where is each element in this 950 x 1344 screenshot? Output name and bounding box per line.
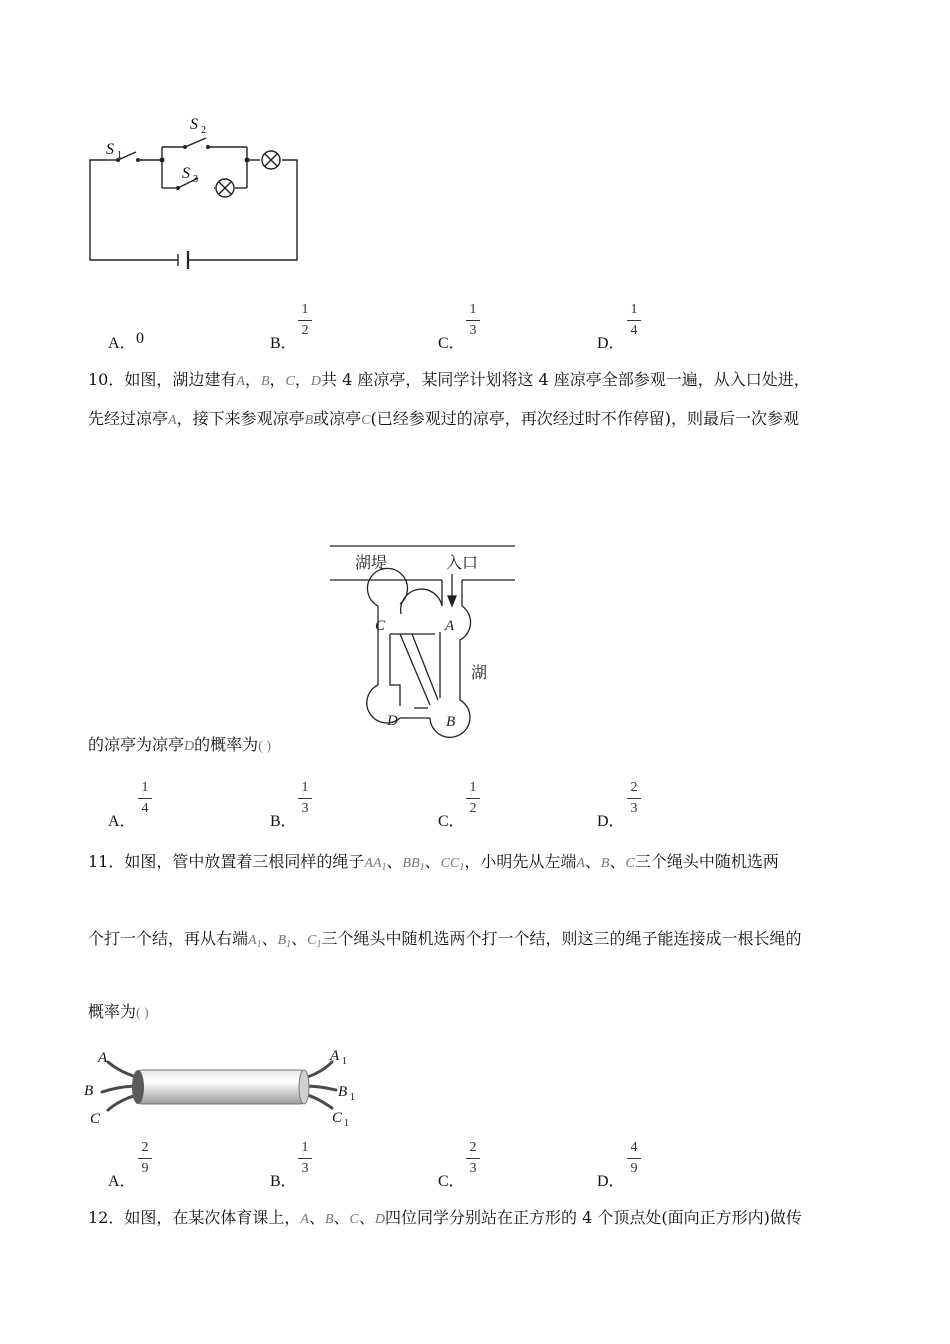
q9-option-b-label: B． bbox=[270, 335, 297, 352]
pavilion-d-label: D bbox=[387, 713, 398, 729]
q11-option-b-label: B． bbox=[270, 1173, 297, 1190]
fraction-numerator: 2 bbox=[141, 1140, 149, 1155]
var-text: B bbox=[277, 933, 287, 948]
q11-option-b-fraction bbox=[295, 1140, 315, 1177]
var-a: A bbox=[168, 413, 177, 428]
question-number: 11． bbox=[88, 852, 125, 871]
question-number: 12． bbox=[88, 1208, 125, 1227]
var-text: A bbox=[248, 933, 257, 948]
q11-option-a-label: A． bbox=[108, 1173, 136, 1190]
q11-option-a-fraction bbox=[135, 1140, 155, 1177]
fraction-denominator: 9 bbox=[141, 1161, 149, 1176]
entrance-label: 入口 bbox=[446, 555, 479, 572]
rope-end-c1-label: C bbox=[332, 1110, 343, 1126]
text: 三个绳头中随机选两个打一个结，则这三的绳子能连接成一根长绳的 bbox=[321, 929, 802, 948]
q10-option-a-fraction bbox=[135, 780, 155, 817]
sep: ， bbox=[294, 370, 311, 389]
var-d: D bbox=[374, 1212, 386, 1227]
fraction-denominator: 3 bbox=[469, 323, 477, 338]
fraction-denominator: 4 bbox=[141, 801, 149, 816]
q9-option-a-label: A． bbox=[108, 335, 136, 352]
text: 如图，湖边建有 bbox=[124, 370, 237, 389]
q9-option-b-fraction bbox=[295, 302, 315, 339]
sep: ， bbox=[269, 370, 286, 389]
fraction-numerator: 1 bbox=[469, 780, 477, 795]
sep: 、 bbox=[386, 852, 403, 871]
switch-s1-label: S bbox=[106, 141, 114, 158]
pavilion-c-label: C bbox=[375, 618, 386, 634]
answer-blank: ( ) bbox=[136, 1006, 149, 1021]
q11-option-c-fraction bbox=[463, 1140, 483, 1177]
text: 个打一个结，再从右端 bbox=[88, 929, 249, 948]
var-sub: 1 bbox=[459, 862, 465, 873]
rope-tube-diagram bbox=[80, 1048, 365, 1130]
var-bb1 bbox=[403, 856, 425, 871]
text: 或凉亭 bbox=[313, 409, 362, 428]
q9-option-a-value: 0 bbox=[136, 330, 144, 347]
switch-s3-sub: 3 bbox=[193, 174, 198, 185]
fraction-numerator: 2 bbox=[469, 1140, 477, 1155]
text: 如图，在某次体育课上， bbox=[124, 1208, 301, 1227]
fraction-denominator: 3 bbox=[301, 801, 309, 816]
sep: 、 bbox=[424, 852, 441, 871]
text: 概率为 bbox=[88, 1002, 137, 1021]
q10-line-2 bbox=[88, 406, 799, 429]
var-b: B bbox=[304, 413, 314, 428]
fraction-denominator: 3 bbox=[469, 1161, 477, 1176]
q9-option-c-label: C． bbox=[438, 335, 465, 352]
text: 四位同学分别站在正方形的 4 个顶点处(面向正方形内)做传 bbox=[385, 1208, 802, 1227]
var-c: C bbox=[625, 856, 635, 871]
fraction-numerator: 1 bbox=[301, 780, 309, 795]
q11-option-c-label: C． bbox=[438, 1173, 465, 1190]
fraction-numerator: 1 bbox=[301, 1140, 309, 1155]
q10-line-3 bbox=[88, 732, 271, 755]
q10-option-c-label: C． bbox=[438, 813, 465, 830]
switch-s3-label: S bbox=[182, 165, 190, 182]
var-a: A bbox=[576, 856, 585, 871]
q10-option-a-label: A． bbox=[108, 813, 136, 830]
var-text: AA bbox=[364, 856, 382, 871]
sep: ， bbox=[244, 370, 261, 389]
text: 的概率为 bbox=[194, 735, 259, 754]
sep: 、 bbox=[261, 929, 278, 948]
text: 如图，管中放置着三根同样的绳子 bbox=[124, 852, 365, 871]
text: 的凉亭为凉亭 bbox=[88, 735, 185, 754]
switch-s2-label: S bbox=[190, 116, 198, 133]
q11-line-2 bbox=[88, 926, 802, 950]
q10-option-d-fraction bbox=[624, 780, 644, 817]
var-b: B bbox=[324, 1212, 334, 1227]
sep: 、 bbox=[358, 1208, 375, 1227]
text: 三个绳头中随机选两 bbox=[634, 852, 779, 871]
q9-option-c-fraction bbox=[463, 302, 483, 339]
var-sub: 1 bbox=[381, 862, 387, 873]
text: 先经过凉亭 bbox=[88, 409, 169, 428]
rope-end-a1-sub: 1 bbox=[342, 1056, 347, 1067]
rope-end-c-label: C bbox=[90, 1111, 101, 1127]
q11-option-d-label: D． bbox=[597, 1173, 625, 1190]
rope-end-b1-label: B bbox=[338, 1084, 348, 1100]
var-sub: 1 bbox=[256, 939, 262, 950]
var-a: A bbox=[236, 374, 245, 389]
q10-option-b-label: B． bbox=[270, 813, 297, 830]
q11-option-d-fraction bbox=[624, 1140, 644, 1177]
var-b1 bbox=[278, 933, 292, 948]
fraction-denominator: 3 bbox=[630, 801, 638, 816]
var-text: C bbox=[307, 933, 317, 948]
fraction-denominator: 2 bbox=[469, 801, 477, 816]
answer-blank: ( ) bbox=[258, 739, 271, 754]
var-sub: 1 bbox=[316, 939, 322, 950]
sep: 、 bbox=[291, 929, 308, 948]
var-sub: 1 bbox=[419, 862, 425, 873]
var-c: C bbox=[361, 413, 371, 428]
q10-line-1 bbox=[88, 367, 810, 390]
var-b: B bbox=[600, 856, 610, 871]
var-text: CC bbox=[440, 856, 460, 871]
var-c: C bbox=[285, 374, 295, 389]
var-c1 bbox=[307, 933, 321, 948]
sep: 、 bbox=[308, 1208, 325, 1227]
q9-option-d-label: D． bbox=[597, 335, 625, 352]
q10-option-c-fraction bbox=[463, 780, 483, 817]
circuit-diagram bbox=[80, 110, 310, 275]
var-text: BB bbox=[402, 856, 420, 871]
var-a: A bbox=[300, 1212, 309, 1227]
fraction-numerator: 1 bbox=[301, 302, 309, 317]
switch-s2-sub: 2 bbox=[201, 125, 206, 136]
var-aa1 bbox=[364, 856, 386, 871]
fraction-numerator: 1 bbox=[469, 302, 477, 317]
rope-end-a1-label: A bbox=[330, 1048, 340, 1064]
text: ，小明先从左端 bbox=[464, 852, 577, 871]
rope-end-a-label: A bbox=[98, 1050, 108, 1066]
fraction-denominator: 9 bbox=[630, 1161, 638, 1176]
sep: 、 bbox=[333, 1208, 350, 1227]
sep: 、 bbox=[609, 852, 626, 871]
var-b: B bbox=[260, 374, 270, 389]
q11-line-1 bbox=[88, 849, 779, 873]
fraction-numerator: 4 bbox=[630, 1140, 638, 1155]
rope-end-b-label: B bbox=[84, 1083, 94, 1099]
var-d: D bbox=[310, 374, 322, 389]
text: ，接下来参观凉亭 bbox=[176, 409, 305, 428]
q10-option-b-fraction bbox=[295, 780, 315, 817]
q10-option-d-label: D． bbox=[597, 813, 625, 830]
lake-bank-label: 湖堤 bbox=[355, 555, 388, 572]
rope-end-c1-sub: 1 bbox=[344, 1118, 349, 1129]
fraction-numerator: 1 bbox=[630, 302, 638, 317]
var-c: C bbox=[349, 1212, 359, 1227]
lake-label: 湖 bbox=[471, 665, 488, 682]
fraction-denominator: 4 bbox=[630, 323, 638, 338]
var-sub: 1 bbox=[286, 939, 292, 950]
q12-line-1 bbox=[88, 1205, 802, 1228]
lake-map-diagram bbox=[330, 540, 520, 750]
var-d: D bbox=[184, 739, 195, 754]
fraction-numerator: 1 bbox=[141, 780, 149, 795]
fraction-numerator: 2 bbox=[630, 780, 638, 795]
pavilion-a-label: A bbox=[445, 618, 455, 634]
q11-line-3 bbox=[88, 999, 149, 1022]
rope-end-b1-sub: 1 bbox=[350, 1092, 355, 1103]
text: (已经参观过的凉亭，再次经过时不作停留)，则最后一次参观 bbox=[370, 409, 800, 428]
pavilion-b-label: B bbox=[446, 714, 456, 730]
sep: 、 bbox=[584, 852, 601, 871]
question-number: 10． bbox=[88, 370, 125, 389]
text: 共 4 座凉亭，某同学计划将这 4 座凉亭全部参观一遍，从入口处进， bbox=[321, 370, 810, 389]
switch-s1-sub: 1 bbox=[117, 150, 122, 161]
var-a1 bbox=[248, 933, 262, 948]
var-cc1 bbox=[441, 856, 465, 871]
q9-option-d-fraction bbox=[624, 302, 644, 339]
fraction-denominator: 2 bbox=[301, 323, 309, 338]
fraction-denominator: 3 bbox=[301, 1161, 309, 1176]
